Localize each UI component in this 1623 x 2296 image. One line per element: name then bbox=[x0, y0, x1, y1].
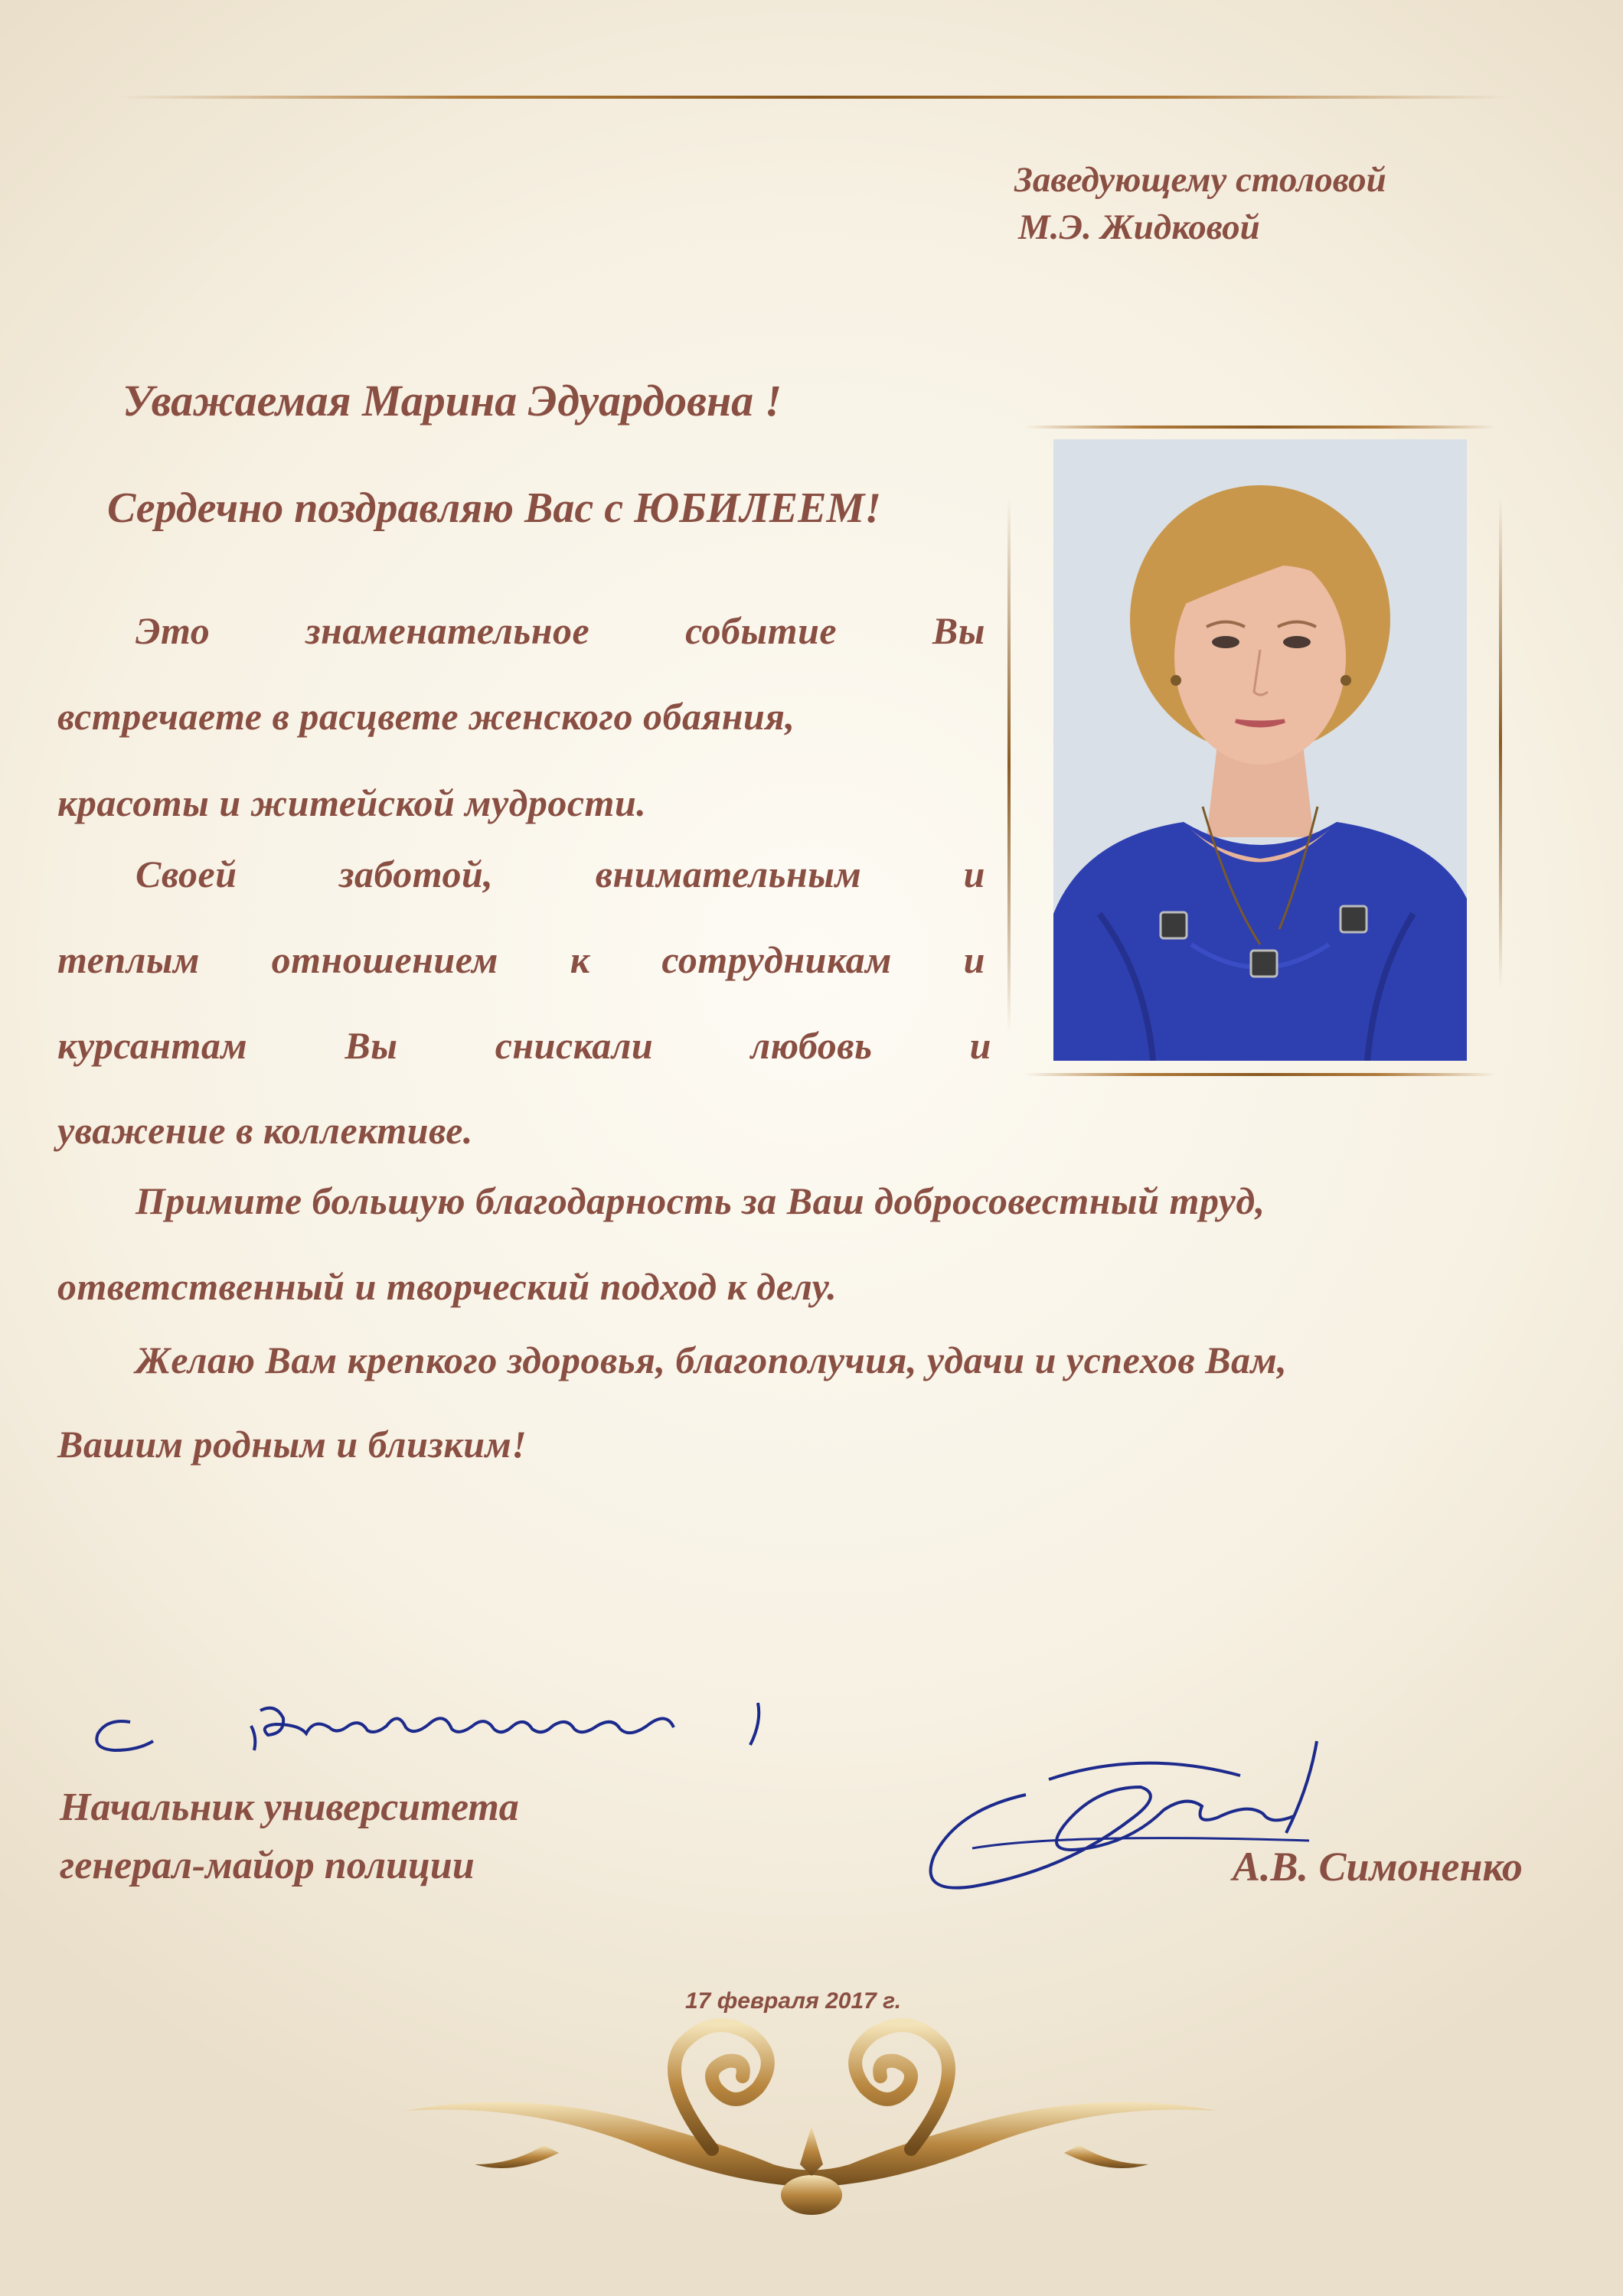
paragraph2-line3-word: Вы bbox=[345, 1024, 398, 1067]
photo-frame-right-rule bbox=[1499, 497, 1502, 987]
paragraph2-line1-word: и bbox=[963, 853, 985, 895]
paragraph2-line2-word: отношением bbox=[271, 938, 498, 981]
paragraph1-line2: встречаете в расцвете женского обаяния, bbox=[57, 695, 795, 738]
paragraph2-line2-word: сотрудникам bbox=[661, 938, 892, 981]
portrait-illustration bbox=[1053, 439, 1467, 1061]
photo-frame-top-rule bbox=[1024, 426, 1496, 429]
paragraph1-line1-word: Это bbox=[136, 609, 211, 652]
paragraph2-line1-word: заботой, bbox=[338, 853, 494, 895]
paragraph2-line2-word: и bbox=[963, 938, 985, 981]
paragraph2-line2-word: к bbox=[570, 938, 590, 981]
paragraph1-line1-word: Вы bbox=[932, 609, 985, 652]
paragraph1-line1-word: событие bbox=[685, 609, 838, 652]
signatory-title-line-2: генерал-майор полиции bbox=[60, 1844, 475, 1887]
paragraph2-line2 bbox=[57, 938, 985, 982]
paragraph2-line3-word: курсантам bbox=[57, 1024, 248, 1067]
paragraph2-line1 bbox=[136, 852, 985, 896]
paragraph2-line4: уважение в коллективе. bbox=[57, 1109, 473, 1152]
addressee-line-1: Заведующему столовой bbox=[1014, 160, 1386, 200]
paragraph2-line3 bbox=[57, 1023, 991, 1068]
addressee-line-2: М.Э. Жидковой bbox=[1018, 207, 1260, 247]
bottom-ornament bbox=[406, 2011, 1217, 2233]
top-decorative-rule bbox=[119, 96, 1508, 99]
signatory-name: А.В. Симоненко bbox=[1233, 1844, 1523, 1890]
signatory-title-line-1: Начальник университета bbox=[60, 1786, 519, 1829]
paragraph2-line3-word: любовь bbox=[750, 1024, 873, 1067]
paragraph1-line3: красоты и житейской мудрости. bbox=[57, 781, 647, 824]
paragraph2-line3-word: снискали bbox=[495, 1024, 654, 1067]
paragraph4-line1: Желаю Вам крепкого здоровья, благополучия, удачи и успехов Вам, bbox=[136, 1339, 1288, 1381]
photo-frame-left-rule bbox=[1007, 497, 1011, 1033]
paragraph2-line3-word: и bbox=[969, 1024, 991, 1067]
paragraph3-line2: ответственный и творческий подход к делу. bbox=[57, 1265, 838, 1308]
paragraph1-line1-word: знаменательное bbox=[305, 609, 590, 652]
photo-frame-bottom-rule bbox=[1024, 1073, 1496, 1076]
paragraph2-line1-word: внимательным bbox=[595, 853, 862, 895]
paragraph1-line1 bbox=[136, 608, 985, 653]
paragraph3-line1: Примите большую благодарность за Ваш добросовестный труд, bbox=[136, 1179, 1265, 1222]
paragraph4-line2: Вашим родным и близким! bbox=[57, 1423, 527, 1466]
congrats-heading: Сердечно поздравляю Вас с ЮБИЛЕЕМ! bbox=[107, 484, 882, 532]
greeting-heading: Уважаемая Марина Эдуардовна ! bbox=[122, 376, 782, 426]
handwritten-regards bbox=[84, 1680, 773, 1772]
paragraph2-line1-word: Своей bbox=[136, 853, 237, 895]
portrait-photo bbox=[1053, 439, 1467, 1061]
document-date: 17 февраля 2017 г. bbox=[685, 1988, 902, 2014]
paragraph2-line2-word: теплым bbox=[57, 938, 200, 981]
